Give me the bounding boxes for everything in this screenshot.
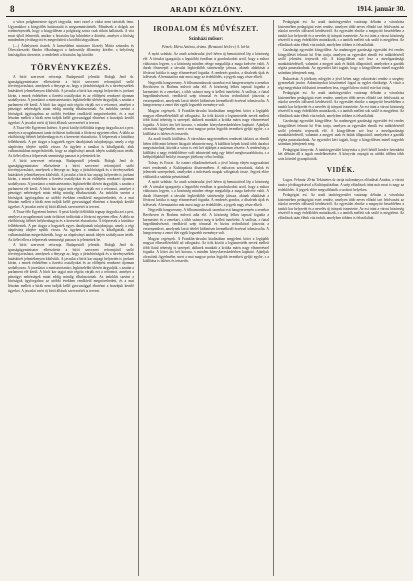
page-header <box>6 5 407 17</box>
article-paragraph: a város polgármestere ügyét tárgyalta, mert ezzel a vádat nem tartották fenn. Ugyanakkor a közgyűlés határozatát is megsemmisítették. Mindezek a dolgok azt eredményezték, hogy a közgyűlésen a polgárság szava csak ritkán hallatszik. A vita most újból felmerült, amikor a hivatalos lap kihirdette a döntést, amelyet a bíróság mindenben jóváhagyott és megerősített a korábbi tárgyaláson. <box>8 20 134 43</box>
page-number: 8 <box>10 4 15 14</box>
article-paragraph: Magyar regények. A Franklin-társulat kiadásában megjelent kötet a legújabb magyar elbeszélésekből ad válogatást. Az írók között a legismertebb nevek mellett több fiatal tehetség is szerepel, akiknek munkáit a kritika máris nagy elismeréssel fogadta. A kötet ára két korona, s minden könyvkereskedésben kapható. Ajánljuk olvasóink figyelmébe, mert a mai magyar próza legjobb termékeit gyűjti egybe, s a kiállítása is ízléses és tetszetős. <box>143 236 269 264</box>
theatre-program-heading: Színházi műsor: <box>188 37 224 42</box>
issue-date: 1914. január 30. <box>356 5 405 13</box>
article-paragraph: A bírói szervezet reformja. Budapestről jelentik: Balogh Jenő dr. igazságügyminiszter elkészítette a bírói szervezet reformjáról szóló törvényjavaslatot, amelynek a lényege az, hogy a járásbíróságok és a törvényszékek hatáskörét jelentékenyen kibővítik. A javaslat a bírói kar anyagi helyzetén is javítani kíván, s ennek érdekében a fizetési osztályokat és az előlépési rendszert újonnan szabályozza. A javaslatot a minisztertanács legközelebbi ülésén tárgyalják, s azután a parlament elé kerül. A bírói kar tagjai már régóta várják ezt a reformot, amelyet a pénzügyi nehézségek miatt eddig mindig elhalasztottak. Az indoklás szerint a bíróságok ügyforgalma az utóbbi években rendkívül megnövekedett, és a mai létszám mellett a bírák nem tudják kellő gyorsasággal elintézni a hozzájuk kerülő ügyeket. A javaslat ezért új bírói állások szervezését is tervezi. <box>8 75 134 125</box>
article-paragraph: A nyári színház. Az aradi színtársulat jövő héten új bemutatóval lép a közönség elé. A társulat igazgatója a legutóbbi évadban is gondoskodott arról, hogy a műsor változatos legyen, s a közönség minden rétege megtalálja a maga kedvére valót. A darab főszerepét a társulat legkiválóbb színésznője játssza, akinek alakítását a fővárosi kritika is nagy elismeréssel fogadta. A rendezés gondos, a díszletek újak és ízlésesek. A bemutatóra már most nagy az érdeklődés, a jegyek nagy része elkelt. <box>143 52 269 80</box>
column-middle <box>143 20 269 576</box>
article-paragraph: Pedagógiai est. Az aradi tanítóegyesület vasárnap délután a városháza kistermében pedagógiai estet rendez, amelyen több neves előadó tart felolvasást az iskolai nevelés időszerű kérdéseiről. Az egyesület elnöke a megnyitó beszédében a tanítói kar helyzetét és a nevelés új irányait ismertette. Az est iránt a városi közönség részéről is nagy érdeklődés mutatkozik, s a tanítók mellett sok szülő is megjelent. Az előadások után élénk vita indult, amelyben többen is felszólaltak. <box>278 91 404 118</box>
section-heading-province: VIDÉK. <box>326 166 356 175</box>
article-paragraph: Gazdasági egyesület közgyűlése. Az aradmegyei gazdasági egyesület évi rendes közgyűlését február hó 8-án tartja, amelyen az egyesület elmúlt évi működéséről szóló jelentést terjesztik elő. A közgyűlésen szó lesz a mezőgazdasági munkáskérdésről, valamint a megyei utak és hidak állapotáról, amelyekre a gazdák régóta panaszkodnak. Az egyesület kéri tagjait, hogy a közgyűlésen minél nagyobb számban jelenjenek meg. <box>278 48 404 76</box>
column-rule <box>273 20 274 576</box>
article-paragraph: Gazdasági egyesület közgyűlése. Az aradmegyei gazdasági egyesület évi rendes közgyűlését február hó 8-án tartja, amelyen az egyesület elmúlt évi működéséről szóló jelentést terjesztik elő. A közgyűlésen szó lesz a mezőgazdasági munkáskérdésről, valamint a megyei utak és hidak állapotáról, amelyekre a gazdák régóta panaszkodnak. Az egyesület kéri tagjait, hogy a közgyűlésen minél nagyobb számban jelenjenek meg. <box>278 119 404 147</box>
article-paragraph: A bírói szervezet reformja. Budapestről jelentik: Balogh Jenő dr. igazságügyminiszter elkészítette a bírói szervezet reformjáról szóló törvényjavaslatot, amelynek a lényege az, hogy a járásbíróságok és a törvényszékek hatáskörét jelentékenyen kibővítik. A javaslat a bírói kar anyagi helyzetén is javítani kíván, s ennek érdekében a fizetési osztályokat és az előlépési rendszert újonnan szabályozza. A javaslatot a minisztertanács legközelebbi ülésén tárgyalják, s azután a parlament elé kerül. A bírói kar tagjai már régóta várják ezt a reformot, amelyet a pénzügyi nehézségek miatt eddig mindig elhalasztottak. Az indoklás szerint a bíróságok ügyforgalma az utóbbi években rendkívül megnövekedett, és a mai létszám mellett a bírák nem tudják kellő gyorsasággal elintézni a hozzájuk kerülő ügyeket. A javaslat ezért új bírói állások szervezését is tervezi. <box>8 243 134 293</box>
article-paragraph: Magyar regények. A Franklin-társulat kiadásában megjelent kötet a legújabb magyar elbeszélésekből ad válogatást. Az írók között a legismertebb nevek mellett több fiatal tehetség is szerepel, akiknek munkáit a kritika máris nagy elismeréssel fogadta. A kötet ára két korona, s minden könyvkereskedésben kapható. Ajánljuk olvasóink figyelmébe, mert a mai magyar próza legjobb termékeit gyűjti egybe, s a kiállítása is ízléses és tetszetős. <box>143 108 269 136</box>
section-heading-literature: IRODALOM ÉS MŰVÉSZET. <box>153 25 259 33</box>
newspaper-title: ARADI KÖZLÖNY. <box>170 5 243 14</box>
article-paragraph: Negyedik hangverseny. A filharmonikusok szombat esti hangversenyén a zenekar Beethoven és Brahms műveit adta elő. A közönség lelkes tapssal fogadta a karmestert és a zenekart, s több számot meg is kellett ismételni. A szólista, a fiatal hegedűművésznő, rendkívül szép tónussal és biztos technikával játszotta a versenyművet, amelynek lassú tételét különösen kiemelkedő érzéssel tolmácsolta. A hangverseny a zenei élet egyik legszebb eseménye volt. <box>143 208 269 236</box>
article-paragraph: A bírói szervezet reformja. Budapestről jelentik: Balogh Jenő dr. igazságügyminiszter elkészítette a bírói szervezet reformjáról szóló törvényjavaslatot, amelynek a lényege az, hogy a járásbíróságok és a törvényszékek hatáskörét jelentékenyen kibővítik. A javaslat a bírói kar anyagi helyzetén is javítani kíván, s ennek érdekében a fizetési osztályokat és az előlépési rendszert újonnan szabályozza. A javaslatot a minisztertanács legközelebbi ülésén tárgyalják, s azután a parlament elé kerül. A bírói kar tagjai már régóta várják ezt a reformot, amelyet a pénzügyi nehézségek miatt eddig mindig elhalasztottak. Az indoklás szerint a bíróságok ügyforgalma az utóbbi években rendkívül megnövekedett, és a mai létszám mellett a bírák nem tudják kellő gyorsasággal elintézni a hozzájuk kerülő ügyeket. A javaslat ezért új bírói állások szervezését is tervezi. <box>8 159 134 209</box>
article-paragraph: A nyári színház. Az aradi színtársulat jövő héten új bemutatóval lép a közönség elé. A társulat igazgatója a legutóbbi évadban is gondoskodott arról, hogy a műsor változatos legyen, s a közönség minden rétege megtalálja a maga kedvére valót. A darab főszerepét a társulat legkiválóbb színésznője játssza, akinek alakítását a fővárosi kritika is nagy elismeréssel fogadta. A rendezés gondos, a díszletek újak és ízlésesek. A bemutatóra már most nagy az érdeklődés, a jegyek nagy része elkelt. <box>143 180 269 207</box>
article-paragraph: Pedagógiai est. Az aradi tanítóegyesület vasárnap délután a városháza kistermében pedagógiai estet rendez, amelyen több neves előadó tart felolvasást az iskolai nevelés időszerű kérdéseiről. Az egyesület elnöke a megnyitó beszédében a tanítói kar helyzetét és a nevelés új irányait ismertette. Az est iránt a városi közönség részéről is nagy érdeklődés mutatkozik, s a tanítók mellett sok szülő is megjelent. Az előadások után élénk vita indult, amelyben többen is felszólaltak. <box>278 193 404 220</box>
article-paragraph: Tolnay és Forrai. Az ismert előadóművészek a jövő hónap elején nagyszabású estet rendeznek a Kultúrpalota dísztermében. A műsoron szavalatok, dalok és jelenetek szerepelnek, amelyeket a művészek maguk válogattak össze. Jegyek előre válthatók a színház pénztáránál. <box>143 160 269 179</box>
article-paragraph: A Tisza-féle Egyetemi Intézet. A pesti királyi ítélőtábla tegnap tárgyalta azt a pert, amelyet a nyugalmazott tanár örökösei indítottak a fővárosi egyetem ellen. A tábla az elsőbíróság ítéletét helybenhagyta és a keresetet elutasította. A felperesek a kúriához fellebbeztek. A per tárgya a hagyaték egyes darabjainak tulajdonjoga, amely a régi alapítvány idejére nyúlik vissza. Az ügyben a tanúkat is kihallgatták, akik vallomásukban megerősítették, hogy az alapítványt annak idején szabályosan tették. Az ítélet ellen a felperesek semmiségi panaszt is jelentettek be. <box>8 210 134 242</box>
article-paragraph: A Tisza-féle Egyetemi Intézet. A pesti királyi ítélőtábla tegnap tárgyalta azt a pert, amelyet a nyugalmazott tanár örökösei indítottak a fővárosi egyetem ellen. A tábla az elsőbíróság ítéletét helybenhagyta és a keresetet elutasította. A felperesek a kúriához fellebbeztek. A per tárgya a hagyaték egyes darabjainak tulajdonjoga, amely a régi alapítvány idejére nyúlik vissza. Az ügyben a tanúkat is kihallgatták, akik vallomásukban megerősítették, hogy az alapítványt annak idején szabályosan tették. Az ítélet ellen a felperesek semmiségi panaszt is jelentettek be. <box>8 126 134 158</box>
column-left <box>8 20 134 576</box>
article-paragraph: Pedagógiai könyvtár. A tanítóegyesület könyvtára a jövő héttől kezdve hetenként két délután áll a tagok rendelkezésére. A könyvtár anyagát az utóbbi időben több száz kötettel gyarapították. <box>278 147 404 161</box>
article-paragraph: Lugos. Február 20-án Tekintetes úr tartja tudományos előadását Aradon, a városi tanács jóváhagyásával a Kultúrpalotában. A szép előadások iránt már most is nagy az érdeklődés. A jegyek előre megválthatók a szokott helyeken. <box>278 178 404 192</box>
column-right <box>278 20 404 576</box>
section-heading-courts: TÖRVÉNYKEZÉS. <box>30 62 112 73</box>
article-paragraph: Ruhavásár. A jótékony nőegylet a jövő héten nagy ruhavásárt rendez a szegény gyermekek javára. Adományokat köszönettel fogad az egylet elnöksége. A vásár a régi megyeháza földszinti termeiben lesz, reggel kilenc órától este hat óráig. <box>278 76 404 90</box>
theatre-program: Péntek: Mária Antónia, dráma. (Bemutató bérlet-c) A. bérlet. <box>161 45 251 49</box>
article-paragraph: (—) Áthelyezett tisztek. A honvédelmi miniszter Józsefy Márta százados és Ölveczkeszeki Sándor főhadnagyot a hadosztály állomány körébe, a helyőrség hatóságához átvezette, a rendeletét a hivatalos lap közölte. <box>8 43 134 57</box>
article-paragraph: Az aradi festők kiállítása. A városháza nagytermében rendezett tárlatot az elmúlt héten több mint kétezer látogató tekintette meg. A kiállított képek közül több darabot megvásároltak, köztük a város is vett két tájképet a múzeum részére. A rendezőség a kiállítást a nagy érdeklődésre való tekintettel még egy héttel meghosszabbította, s a belépődíjakból befolyt összeget jótékony célra fordítja. <box>143 137 269 160</box>
article-paragraph: Pedagógiai est. Az aradi tanítóegyesület vasárnap délután a városháza kistermében pedagógiai estet rendez, amelyen több neves előadó tart felolvasást az iskolai nevelés időszerű kérdéseiről. Az egyesület elnöke a megnyitó beszédében a tanítói kar helyzetét és a nevelés új irányait ismertette. Az est iránt a városi közönség részéről is nagy érdeklődés mutatkozik, s a tanítók mellett sok szülő is megjelent. Az előadások után élénk vita indult, amelyben többen is felszólaltak. <box>278 20 404 47</box>
column-rule <box>138 20 139 576</box>
article-paragraph: Negyedik hangverseny. A filharmonikusok szombat esti hangversenyén a zenekar Beethoven és Brahms műveit adta elő. A közönség lelkes tapssal fogadta a karmestert és a zenekart, s több számot meg is kellett ismételni. A szólista, a fiatal hegedűművésznő, rendkívül szép tónussal és biztos technikával játszotta a versenyművet, amelynek lassú tételét különösen kiemelkedő érzéssel tolmácsolta. A hangverseny a zenei élet egyik legszebb eseménye volt. <box>143 80 269 108</box>
